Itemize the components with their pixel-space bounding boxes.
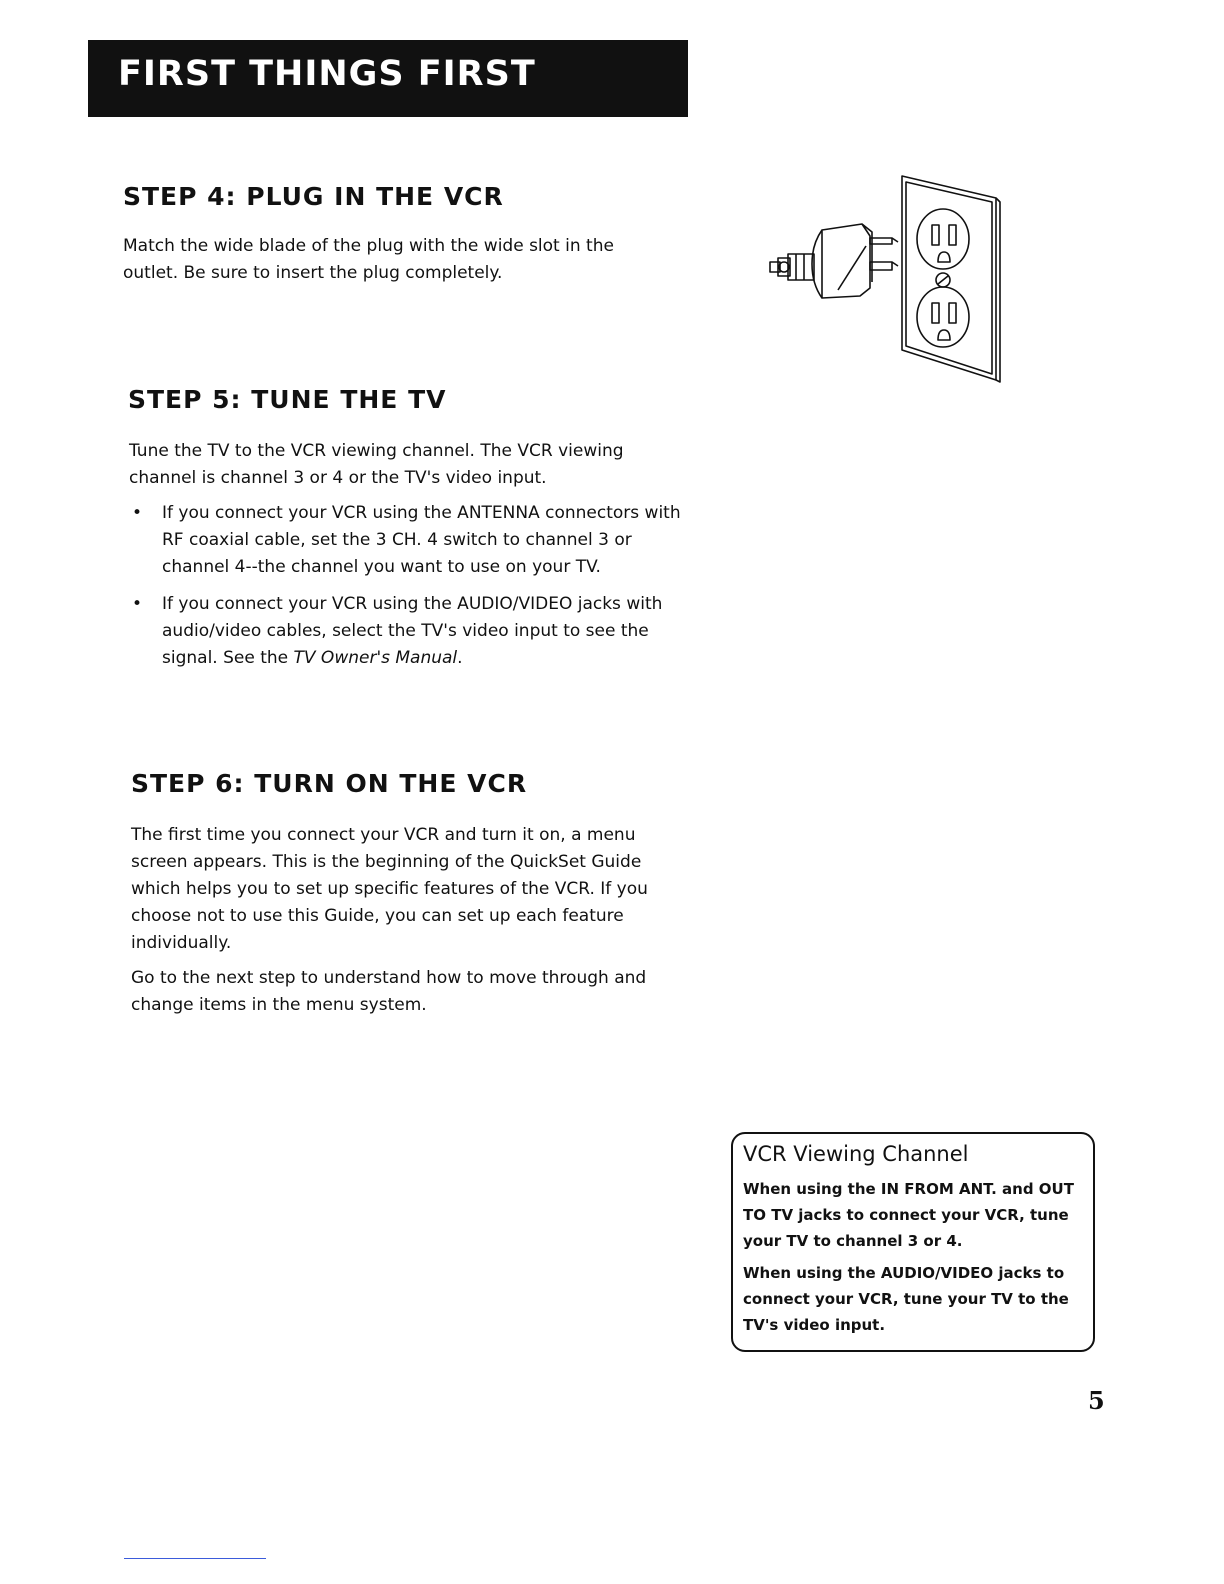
note-paragraph: When using the AUDIO/VIDEO jacks to connect your VCR, tune your TV to the TV's video input. xyxy=(743,1264,1069,1334)
page-number: 5 xyxy=(1088,1386,1105,1415)
step-4-body: Match the wide blade of the plug with the wide slot in the outlet. Be sure to insert the plug completely. xyxy=(123,236,614,283)
plug-and-outlet-icon xyxy=(762,170,1006,384)
bullet-text: If you connect your VCR using the ANTENNA connectors with RF coaxial cable, set the 3 CH. 4 switch to channel 3 or channel 4--the channel you want to use on your TV. xyxy=(162,503,681,577)
manual-title: TV Owner's Manual xyxy=(293,648,458,668)
step-6-body-2: Go to the next step to understand how to move through and change items in the menu system. xyxy=(131,968,647,1015)
step-6-body-1: The first time you connect your VCR and turn it on, a menu screen appears. This is the beginning of the QuickSet Guide which helps you to set up specific features of the VCR. If you choose not to use this Guide, you can set up each feature individually. xyxy=(131,825,648,953)
step-5-body: Tune the TV to the VCR viewing channel. The VCR viewing channel is channel 3 or 4 or the TV's video input. xyxy=(129,441,624,488)
page-header-banner xyxy=(88,40,688,117)
step-5-heading: STEP 5: TUNE THE TV xyxy=(128,385,447,414)
list-item xyxy=(132,591,692,672)
step-4-heading: STEP 4: PLUG IN THE VCR xyxy=(123,182,504,211)
page-header-title: FIRST THINGS FIRST xyxy=(118,54,536,94)
footer-rule xyxy=(124,1558,266,1559)
list-item xyxy=(132,500,692,581)
step-6-heading: STEP 6: TURN ON THE VCR xyxy=(131,769,528,798)
note-title: VCR Viewing Channel xyxy=(743,1142,969,1166)
vcr-viewing-channel-note xyxy=(731,1132,1095,1352)
bullet-icon: • xyxy=(132,594,143,614)
bullet-text: If you connect your VCR using the AUDIO/VIDEO jacks with audio/video cables, select the TV's video input to see the signal. See the xyxy=(162,594,663,668)
step-5-bullet-list xyxy=(132,500,692,682)
bullet-icon: • xyxy=(132,503,143,523)
bullet-text-end: . xyxy=(457,648,463,668)
note-paragraph: When using the IN FROM ANT. and OUT TO TV jacks to connect your VCR, tune your TV to channel 3 or 4. xyxy=(743,1180,1074,1250)
